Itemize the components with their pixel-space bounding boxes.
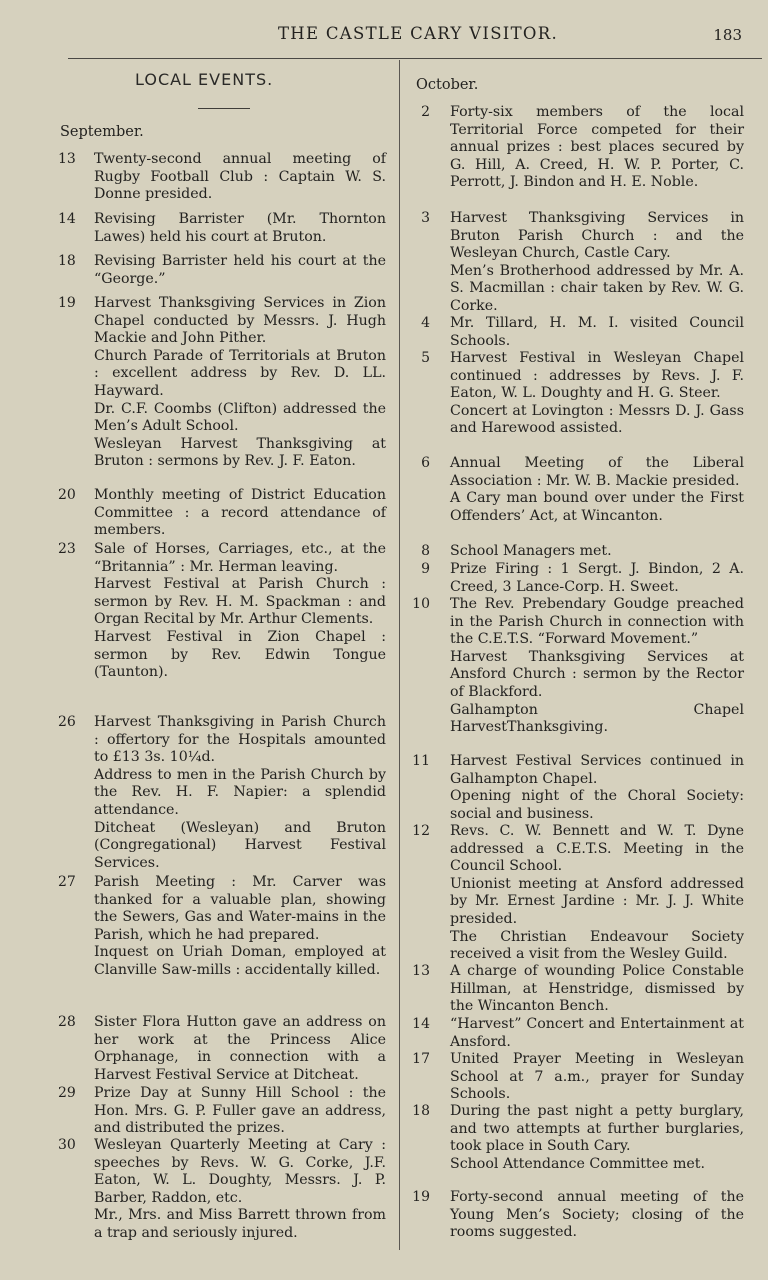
event-paragraph: Wesleyan Quarterly Meeting at Cary : speeches by Revs. W. G. Corke, J.F. Eaton, W. L. Doughty, Messrs. J. P. Barber, Raddon, etc. xyxy=(94,1137,386,1206)
event-paragraph: Dr. C.F. Coombs (Clifton) addressed the Men’s Adult School. xyxy=(94,400,386,435)
section-title: LOCAL EVENTS. xyxy=(135,70,274,89)
event-paragraph: United Prayer Meeting in Wesleyan School at 7 a.m., prayer for Sunday Schools. xyxy=(450,1051,744,1103)
header-rule xyxy=(68,58,762,59)
event-text xyxy=(450,753,744,823)
event-day: 17 xyxy=(412,1051,430,1067)
event-text xyxy=(450,1189,744,1242)
event-day: 23 xyxy=(58,541,76,557)
event-paragraph: Twenty-second annual meeting of Rugby Football Club : Captain W. S. Donne presided. xyxy=(94,151,386,203)
event-day: 8 xyxy=(421,543,430,559)
event-day: 13 xyxy=(412,963,430,979)
event-paragraph: Address to men in the Parish Church by the Rev. H. F. Napier: a splendid attendance. xyxy=(94,766,386,818)
event-paragraph: Harvest Festival at Parish Church : sermon by Rev. H. M. Spackman : and Organ Recital by Mr. Arthur Clements. xyxy=(94,576,386,628)
event-day: 19 xyxy=(412,1189,430,1205)
event-text xyxy=(450,104,744,192)
event-paragraph: Inquest on Uriah Doman, employed at Clanville Saw-mills : accidentally killed. xyxy=(94,944,386,978)
event-text xyxy=(94,714,386,872)
event-text xyxy=(450,543,744,561)
event-day: 28 xyxy=(58,1014,76,1030)
event-paragraph: Harvest Festival in Zion Chapel : sermon by Rev. Edwin Tongue (Taunton). xyxy=(94,628,386,681)
event-paragraph: The Rev. Prebendary Goudge preached in the Parish Church in connection with the C.E.T.S. “Forward Movement.” xyxy=(450,596,744,648)
event-day: 10 xyxy=(412,596,430,612)
event-paragraph: School Attendance Committee met. xyxy=(450,1155,706,1172)
event-text xyxy=(450,350,744,438)
event-text xyxy=(450,210,744,316)
title-dash xyxy=(198,108,250,109)
event-paragraph: Revising Barrister held his court at the “George.” xyxy=(94,253,386,287)
running-head xyxy=(0,24,768,50)
event-text xyxy=(94,253,386,288)
event-paragraph: Revising Barrister (Mr. Thornton Lawes) held his court at Bruton. xyxy=(94,211,386,245)
event-paragraph: Sale of Horses, Carriages, etc., at the “Britannia” : Mr. Herman leaving. xyxy=(94,541,386,575)
event-paragraph: Prize Firing : 1 Sergt. J. Bindon, 2 A. Creed, 3 Lance-Corp. H. Sweet. xyxy=(450,561,744,595)
event-paragraph: Annual Meeting of the Liberal Association : Mr. W. B. Mackie presided. xyxy=(450,455,744,489)
event-text xyxy=(94,211,386,246)
event-text xyxy=(450,315,744,350)
event-paragraph: A charge of wounding Police Constable Hillman, at Henstridge, dismissed by the Wincanton Bench. xyxy=(450,963,744,1015)
event-paragraph: Harvest Festival Services continued in Galhampton Chapel. xyxy=(450,753,744,787)
event-day: 2 xyxy=(421,104,430,120)
event-text xyxy=(450,561,744,596)
event-text xyxy=(450,455,744,525)
event-paragraph: Mr. Tillard, H. M. I. visited Council Schools. xyxy=(450,315,744,349)
event-paragraph: Harvest Festival in Wesleyan Chapel continued : addresses by Revs. J. F. Eaton, W. L. Doughty and H. G. Steer. xyxy=(450,350,744,402)
event-day: 27 xyxy=(58,874,76,890)
event-paragraph: Wesleyan Harvest Thanksgiving at Bruton : sermons by Rev. J. F. Eaton. xyxy=(94,435,386,470)
event-day: 30 xyxy=(58,1137,76,1153)
event-paragraph: Ditcheat (Wesleyan) and Bruton (Congregational) Harvest Festival Services. xyxy=(94,819,386,871)
event-text xyxy=(94,541,386,682)
event-day: 18 xyxy=(412,1103,430,1119)
event-text xyxy=(94,487,386,540)
event-day: 9 xyxy=(421,561,430,577)
event-text xyxy=(94,1014,386,1084)
event-day: 13 xyxy=(58,151,76,167)
event-paragraph: Parish Meeting : Mr. Carver was thanked for a valuable plan, showing the Sewers, Gas and Water-mains in the Parish, which he had prepared. xyxy=(94,874,386,943)
event-paragraph: Men’s Brotherhood addressed by Mr. A. S. Macmillan : chair taken by Rev. W. G. Corke. xyxy=(450,262,744,314)
event-day: 29 xyxy=(58,1085,76,1101)
event-day: 3 xyxy=(421,210,430,226)
event-paragraph: Mr., Mrs. and Miss Barrett thrown from a trap and seriously injured. xyxy=(94,1207,386,1241)
event-text xyxy=(450,963,744,1016)
event-paragraph: Sister Flora Hutton gave an address on her work at the Princess Alice Orphanage, in connection with a Harvest Festival Service at Ditcheat. xyxy=(94,1014,386,1083)
event-day: 4 xyxy=(421,315,430,331)
event-day: 19 xyxy=(58,295,76,311)
event-day: 12 xyxy=(412,823,430,839)
event-text xyxy=(450,596,744,737)
event-paragraph: Harvest Thanksgiving in Parish Church : offertory for the Hospitals amounted to £13 3s. 10¼d. xyxy=(94,714,386,766)
running-title: THE CASTLE CARY VISITOR. xyxy=(278,24,559,43)
event-paragraph: Opening night of the Choral Society: social and business. xyxy=(450,788,744,822)
event-paragraph: The Christian Endeavour Society received a visit from the Wesley Guild. xyxy=(450,928,744,963)
event-paragraph: Harvest Thanksgiving Services in Bruton Parish Church : and the Wesleyan Church, Castle Cary. xyxy=(450,210,744,262)
event-day: 14 xyxy=(412,1016,430,1032)
event-text xyxy=(450,1103,744,1173)
event-day: 20 xyxy=(58,487,76,503)
event-paragraph: Unionist meeting at Ansford addressed by Mr. Ernest Jardine : Mr. J. J. White presided. xyxy=(450,875,744,927)
event-paragraph: Forty-six members of the local Territorial Force competed for their annual prizes : best places secured by G. Hill, A. Creed, H. W. P. Porter, C. Perrott, J. Bindon and H. E. Noble. xyxy=(450,104,744,191)
event-paragraph: A Cary man bound over under the First Offenders’ Act, at Wincanton. xyxy=(450,490,744,524)
event-paragraph: Revs. C. W. Bennett and W. T. Dyne addressed a C.E.T.S. Meeting in the Council School. xyxy=(450,823,744,875)
event-paragraph: Prize Day at Sunny Hill School : the Hon. Mrs. G. P. Fuller gave an address, and distributed the prizes. xyxy=(94,1085,386,1137)
event-paragraph: Church Parade of Territorials at Bruton : excellent address by Rev. D. LL. Hayward. xyxy=(94,347,386,399)
event-paragraph: School Managers met. xyxy=(450,543,612,559)
event-day: 26 xyxy=(58,714,76,730)
event-paragraph: Forty-second annual meeting of the Young Men’s Society; closing of the rooms suggested. xyxy=(450,1189,744,1241)
event-paragraph: Concert at Lovington : Messrs D. J. Gass and Harewood assisted. xyxy=(450,402,744,437)
event-day: 14 xyxy=(58,211,76,227)
event-text xyxy=(94,295,386,471)
event-text xyxy=(94,874,386,980)
event-day: 18 xyxy=(58,253,76,269)
event-paragraph: Harvest Thanksgiving Services in Zion Chapel conducted by Messrs. J. Hugh Mackie and John Pither. xyxy=(94,295,386,347)
month-heading-october: October. xyxy=(416,77,479,93)
event-text xyxy=(94,151,386,204)
event-paragraph: Galhampton Chapel HarvestThanksgiving. xyxy=(450,701,744,736)
column-divider xyxy=(399,60,400,1250)
event-day: 5 xyxy=(421,350,430,366)
event-day: 11 xyxy=(412,753,430,769)
event-text xyxy=(94,1085,386,1138)
event-text xyxy=(450,823,744,964)
event-day: 6 xyxy=(421,455,430,471)
event-text xyxy=(450,1051,744,1104)
event-paragraph: During the past night a petty burglary, and two attempts at further burglaries, took place in South Cary. xyxy=(450,1103,744,1155)
month-heading-september: September. xyxy=(60,124,144,140)
event-paragraph: “Harvest” Concert and Entertainment at Ansford. xyxy=(450,1016,744,1050)
page-number: 183 xyxy=(713,26,742,44)
event-paragraph: Monthly meeting of District Education Committee : a record attendance of members. xyxy=(94,487,386,539)
event-text xyxy=(94,1137,386,1243)
event-paragraph: Harvest Thanksgiving Services at Ansford Church : sermon by the Rector of Blackford. xyxy=(450,648,744,700)
event-text xyxy=(450,1016,744,1051)
